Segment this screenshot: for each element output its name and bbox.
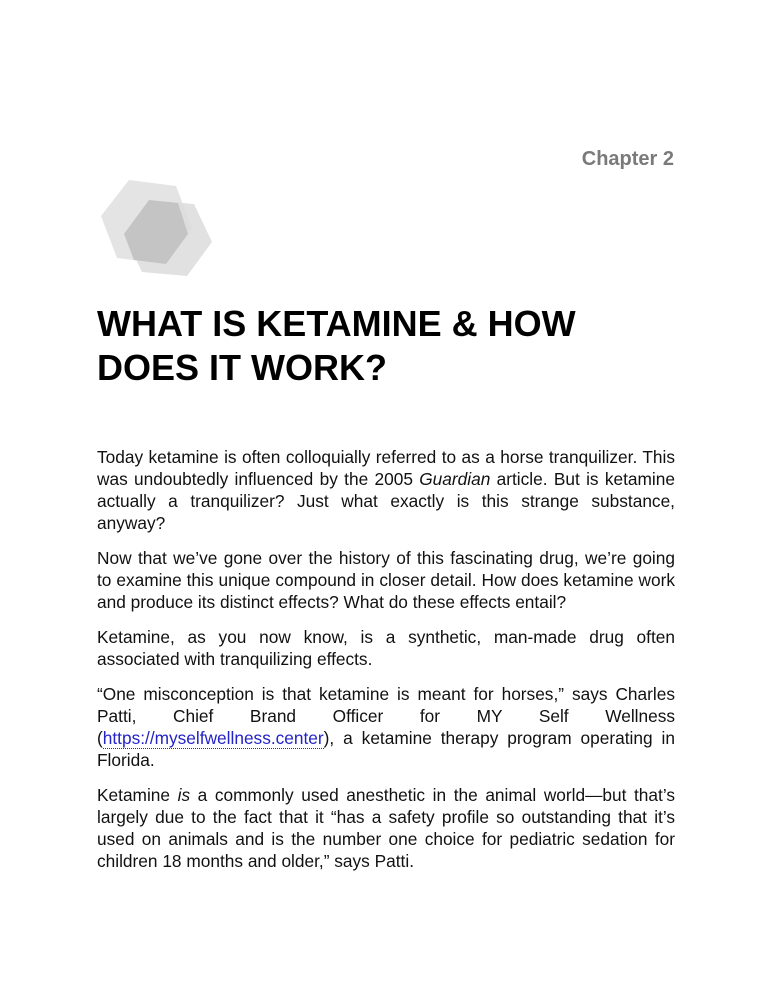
- paragraph-1: [97, 446, 675, 534]
- paragraph-2: Now that we’ve gone over the history of this fascinating drug, we’re going to examine this unique compound in closer detail. How does ketamine work and produce its distinct effects? What do these effects entail?: [97, 548, 675, 612]
- paragraph-1-emphasis: Guardian: [419, 469, 491, 489]
- paragraph-5-text-start: Ketamine: [97, 785, 178, 805]
- paragraph-5-text-end: a commonly used anesthetic in the animal world—but that’s largely due to the fact that it “has a safety profile so outstanding that it’s used on animals and is the number one choice for pediatric sedation for children 18 months and older,” says Patti.: [97, 785, 676, 871]
- paragraph-5-emphasis: is: [177, 785, 191, 805]
- title-line-2: DOES IT WORK?: [97, 347, 387, 388]
- paragraph-4-text-end: ), a ketamine therapy program operating in Florida.: [97, 728, 675, 770]
- paragraph-1-text-start: Today ketamine is often colloquially referred to as a horse tranquilizer. This was undoubtedly influenced by the 2005: [97, 447, 675, 489]
- paragraph-1-text-end: article. But is ketamine actually a tranquilizer? Just what exactly is this strange substance, anyway?: [97, 469, 675, 533]
- wellness-website-link[interactable]: https://myselfwellness.center: [102, 728, 324, 748]
- page-title: [97, 302, 677, 390]
- body-text: [97, 446, 675, 885]
- paragraph-4-text-start: “One misconception is that ketamine is meant for horses,” says Charles Patti, Chief Brand Officer for MY Self Wellness (: [97, 684, 675, 748]
- paragraph-4: [97, 683, 675, 771]
- paragraph-5: [97, 784, 675, 872]
- paragraph-3: Ketamine, as you now know, is a synthetic, man-made drug often associated with tranquilizing effects.: [97, 627, 675, 669]
- hexagon-decoration-icon: [96, 178, 216, 288]
- chapter-label: Chapter 2: [581, 148, 674, 170]
- title-line-1: WHAT IS KETAMINE & HOW: [97, 303, 576, 344]
